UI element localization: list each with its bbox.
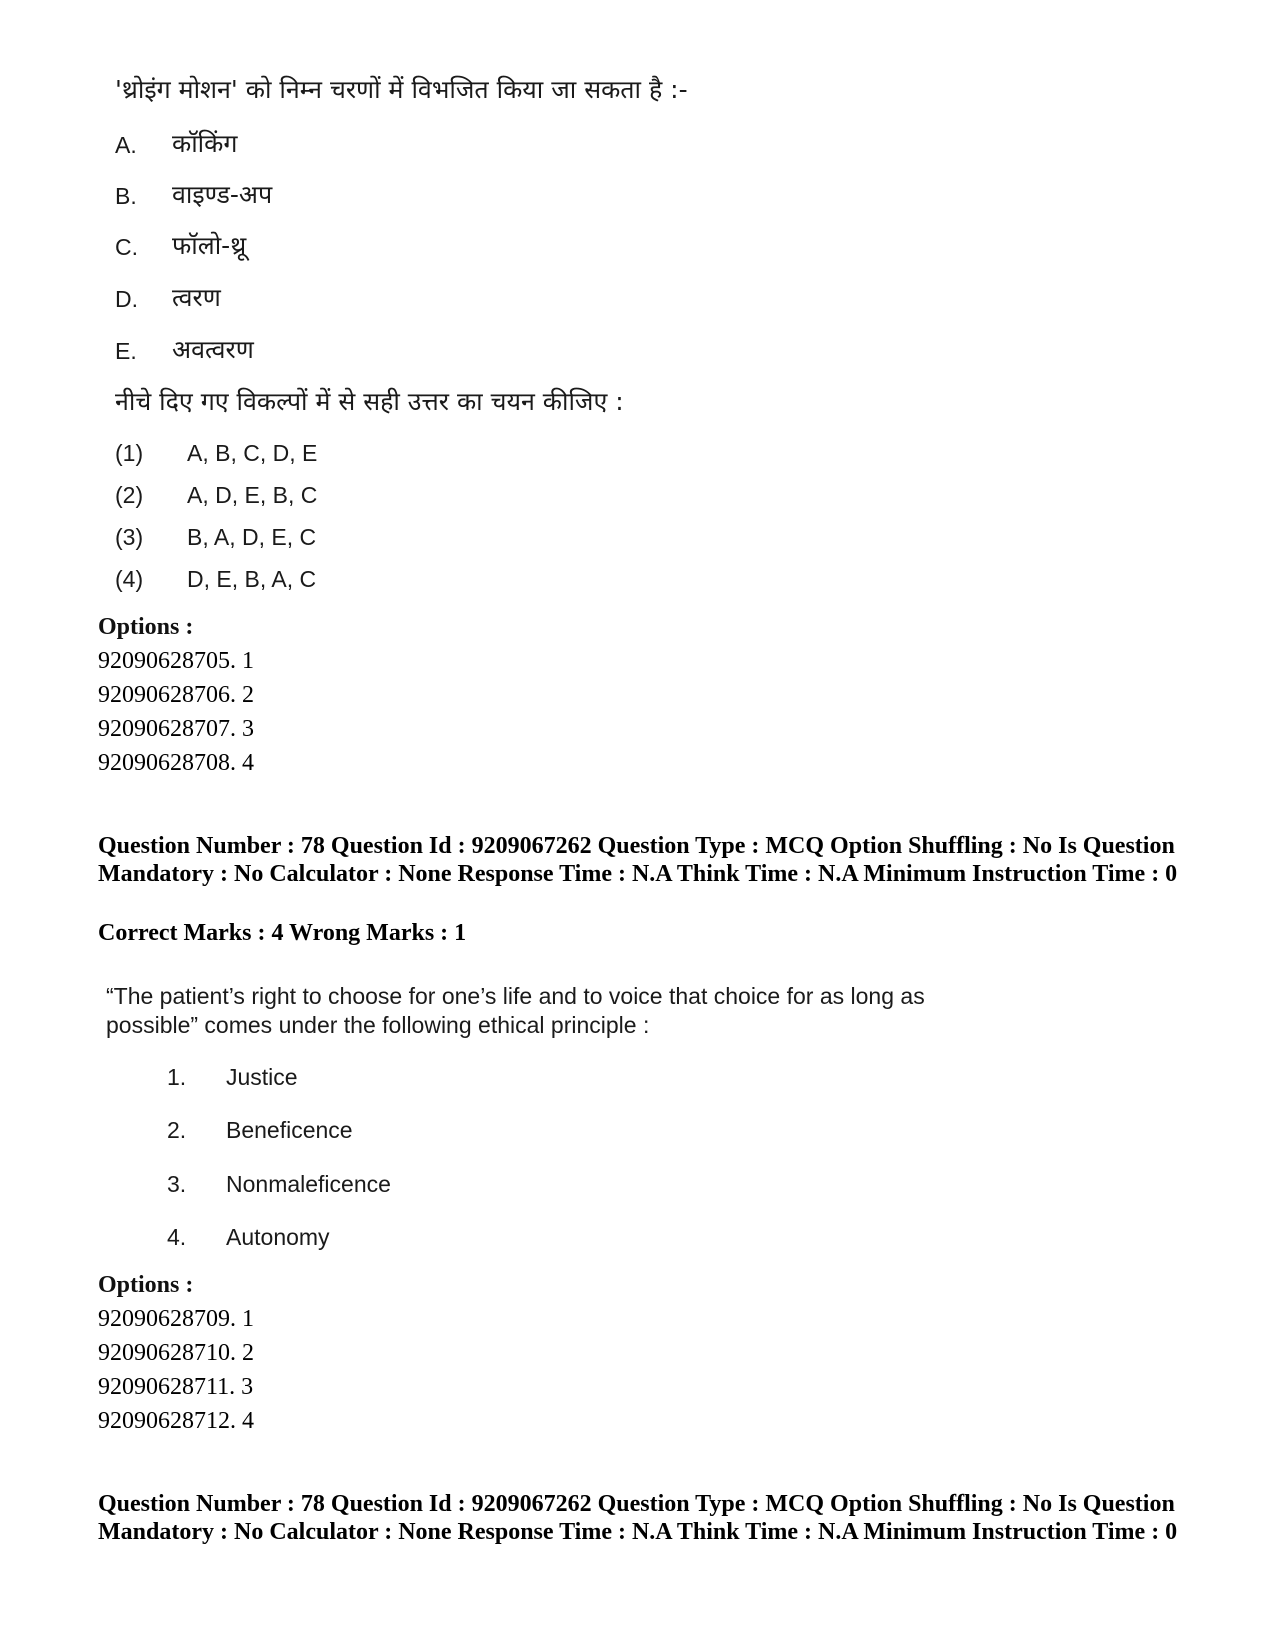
choice-2-text: A, D, E, B, C [187,482,318,508]
statement-e-text: अवत्वरण [172,335,254,364]
statement-e-letter: E. [115,338,137,364]
statement-d-text: त्वरण [172,283,221,312]
options-heading: Options : [98,614,194,640]
option-line: 92090628708. 4 [98,750,254,776]
choice-3-text: B, A, D, E, C [187,524,317,550]
statement-b-text: वाइण्ड-अप [172,180,273,209]
option-line: 92090628712. 4 [98,1408,254,1434]
question-meta: Question Number : 78 Question Id : 9209067262 Question Type : MCQ Option Shuffling : No Is Question Mandatory : No Calculator : None Response Time : N.A Think Time : N.A Minimum Instruction Time : 0 [98,833,1178,887]
answer-4-text: Autonomy [226,1224,330,1250]
choice-3-number: (3) [115,524,144,550]
statement-c-text: फॉलो-थ्रू [172,231,247,260]
choice-4-text: D, E, B, A, C [187,566,317,592]
answer-2-number: 2. [167,1117,187,1143]
choose-instruction: नीचे दिए गए विकल्पों में से सही उत्तर का चयन कीजिए : [115,387,624,416]
choice-1-number: (1) [115,440,144,466]
answer-4-number: 4. [167,1224,187,1250]
question-meta: Question Number : 78 Question Id : 9209067262 Question Type : MCQ Option Shuffling : No Is Question Mandatory : No Calculator : None Response Time : N.A Think Time : N.A Minimum Instruction Time : 0 [98,1491,1178,1545]
answer-3-number: 3. [167,1171,187,1197]
statement-a-letter: A. [115,132,137,158]
option-line: 92090628709. 1 [98,1306,254,1332]
answer-3-text: Nonmaleficence [226,1171,391,1197]
choice-2-number: (2) [115,482,144,508]
choice-1-text: A, B, C, D, E [187,440,318,466]
statement-d-letter: D. [115,286,138,312]
marks-line: Correct Marks : 4 Wrong Marks : 1 [98,920,467,946]
answer-2-text: Beneficence [226,1117,353,1143]
statement-b-letter: B. [115,183,137,209]
answer-1-number: 1. [167,1064,187,1090]
statement-c-letter: C. [115,234,138,260]
english-question-stem: “The patient’s right to choose for one’s life and to voice that choice for as long as possible” comes under the following ethical principle : [106,983,925,1038]
hindi-question-stem: 'थ्रोइंग मोशन' को निम्न चरणों में विभजित किया जा सकता है :- [115,75,688,104]
option-line: 92090628710. 2 [98,1340,254,1366]
options-heading: Options : [98,1272,194,1298]
option-line: 92090628705. 1 [98,648,254,674]
statement-a-text: कॉकिंग [172,129,238,158]
option-line: 92090628706. 2 [98,682,254,708]
option-line: 92090628711. 3 [98,1374,254,1400]
answer-1-text: Justice [226,1064,298,1090]
option-line: 92090628707. 3 [98,716,254,742]
choice-4-number: (4) [115,566,144,592]
